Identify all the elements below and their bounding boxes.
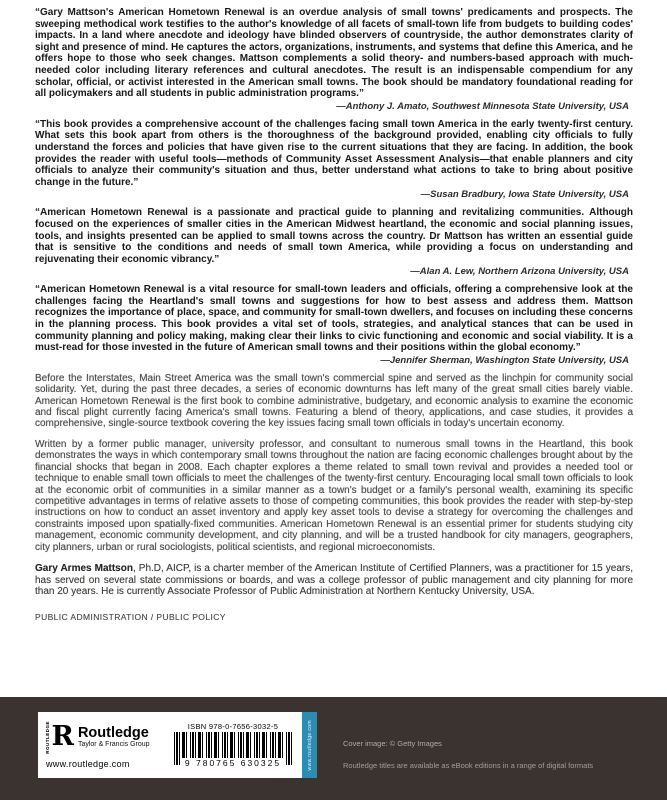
endorsement-quote-2: “This book provides a comprehensive account of the challenges facing small town America in the early twenty-first century. What sets this book apart from others is the thoroughness of the background provided, enabling city officials to fully understand the forces and policies that have given rise to the current situations that they are facing. In addition, the book provides the reader with useful tools—methods of Community Asset Assessment Analysis—that enable planners and city officials to analyze their community's situation and thus, better understand what actions to take to bring about positive change in the future.” (35, 118, 633, 188)
strip-website-text: www.routledge.com (306, 719, 313, 771)
endorsement-attribution-4: —Jennifer Sherman, Washington State University, USA (380, 354, 629, 366)
endorsement-attribution-2: —Susan Bradbury, Iowa State University, USA (420, 189, 629, 201)
endorsement-attribution-1: —Anthony J. Amato, Southwest Minnesota State University, USA (336, 100, 629, 112)
publisher-name: Routledge (77, 724, 149, 741)
band-right-notes (343, 739, 593, 770)
routledge-vertical-wordmark: ROUTLEDGE (45, 720, 50, 754)
publisher-white-label (38, 712, 302, 778)
endorsement-attribution-3: —Alan A. Lew, Northern Arizona University, USA (410, 266, 629, 278)
book-description-paragraph-2: Written by a former public manager, university professor, and consultant to numerous small towns in the Heartland, this book demonstrates the ways in which contemporary small towns throughout the nation are facing economic challenges brought about by the financial shocks that began in 2008. Each chapter explores a theme related to small town revival and provides a needed tool or technique to enable small town officials to meet the challenges of the twenty-first century. Encouraging local small town officials to look at the economic orbit of communities in a similar manner as a town's budget or a family's personal wealth, examining its specific competitive advantages in terms of relative assets to those of competing communities, this book provides the reader with step-by-step instructions on how to conduct an asset inventory and apply key asset tools to devise a strategy for overcoming the challenges and constraints imposed upon spatially-fixed communities. American Hometown Renewal is an essential primer for students studying city management, economic community development, and city planning, and will be a trusted handbook for city managers, geographers, city planners, urban or rural sociologists, political scientists, and regional microeconomists. (35, 438, 633, 553)
publisher-label (38, 712, 317, 778)
subject-category-line: PUBLIC ADMINISTRATION / PUBLIC POLICY (35, 611, 226, 622)
isbn-block (170, 722, 296, 768)
cover-image-credit: Cover image: © Getty Images (343, 739, 442, 748)
publisher-group-name: Taylor & Francis Group (77, 741, 150, 749)
publisher-band (0, 697, 667, 800)
book-description-paragraph-1: Before the Interstates, Main Street America was the small town's commercial spine and served as the linchpin for community social solidarity. Yet, during the past three decades, a series of economic downturns has left many of the great small cities barely viable. American Hometown Renewal is the first book to combine administrative, budgetary, and economic analysis to examine the economic and fiscal plight currently facing America's small towns. Featuring a blend of theory, applications, and case studies, it provides a comprehensive, single-source textbook covering the key issues facing small town officials in today's uncertain economy. (35, 372, 633, 430)
routledge-r-icon: R (51, 720, 74, 752)
author-bio (35, 563, 633, 598)
endorsement-quote-1: “Gary Mattson's American Hometown Renewal is an overdue analysis of small towns' predicaments and prospects. The sweeping methodical work testifies to the author's knowledge of all facets of small-town life from budgets to building codes' impacts. In a land where anecdote and ideology have blinded observers of countryside, the author demonstrates clarity of sight and presence of mind. He captures the actors, organizations, instruments, and systems that define this America, and he offers hope to those who seek changes. Mattson complements a solid theory- and numbers-based approach with much-needed color including literary references and cultural anecdotes. The result is an indispensable compendium for any scholar, official, or activist interested in the American small towns. The book should be mandatory foundational reading for all policymakers and all students in public administration programs.” (35, 7, 633, 100)
publisher-website: www.routledge.com (46, 759, 130, 770)
routledge-logo-block (46, 721, 150, 770)
ebook-availability-note: Routledge titles are available as eBook editions in a range of digital formats (343, 761, 594, 770)
routledge-logo-row (46, 721, 150, 754)
endorsement-quote-4: “American Hometown Renewal is a vital resource for small-town leaders and officials, offering a comprehensive look at the challenges facing the Heartland's small towns and suggestions for how to best assess and address them. Mattson recognizes the importance of place, space, and community for small-town dwellers, and focuses on including these concerns in the planning process. This book provides a vital set of tools, strategies, and analytical stances that can be used in community planning and policy making, making clear their links to civic functioning and economic and social viability. It is a must-read for those invested in the future of American small towns and their positions within the global economy.” (35, 284, 633, 354)
routledge-wordmark (78, 726, 150, 748)
author-bio-text: , Ph.D, AICP, is a charter member of the American Institute of Certified Planners, was a practitioner for 15 years, has served on several state commissions or boards, and was a college professor of public management and city planning for more than 20 years. He is currently Associate Professor of Public Administration at Northern Kentucky University, USA. (35, 562, 633, 598)
teal-side-strip (302, 712, 317, 778)
isbn-number: ISBN 978-0-7656-3032-5 (187, 722, 279, 731)
barcode-digits: 9 780765 630325 (182, 758, 284, 768)
author-name: Gary Armes Mattson (35, 562, 133, 574)
endorsement-quote-3: “American Hometown Renewal is a passionate and practical guide to planning and revitalizing communities. Although focused on the experiences of smaller cities in the American Midwest heartland, the economic and social planning issues, tools, and insights presented can be applied to small towns across the country. Dr Mattson has written an essential guide that is sensitive to the conditions and needs of small town America, while providing a focus on understanding and rejuvenating their economic vibrancy.” (35, 207, 633, 265)
